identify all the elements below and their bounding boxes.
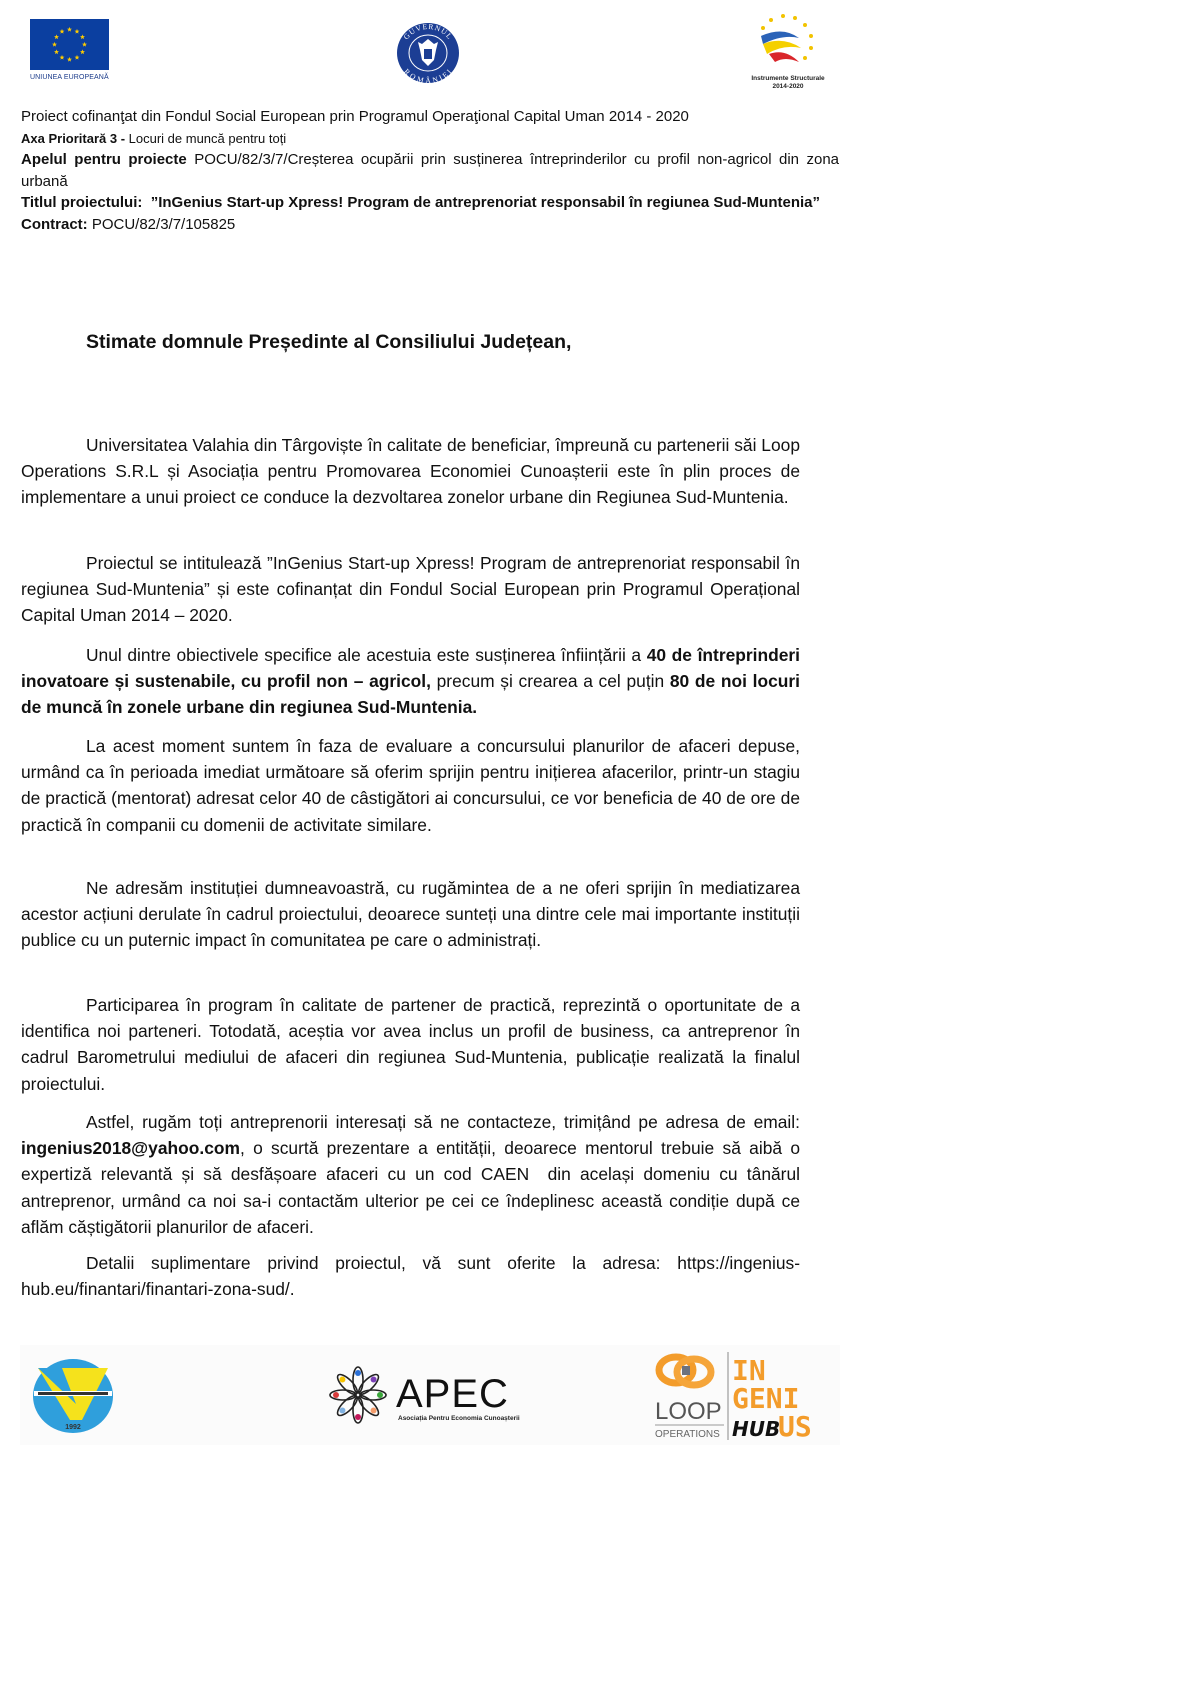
- ingenius-line2: GENI: [732, 1382, 800, 1415]
- loop-name: LOOP: [655, 1398, 722, 1425]
- structural-instruments-logo: [748, 12, 828, 90]
- ingenius-us: US: [778, 1410, 812, 1442]
- is-caption-1: Instrumente Structurale: [751, 75, 825, 82]
- title-value: ”InGenius Start-up Xpress! Program de antreprenoriat responsabil în regiunea Sud-Muntenia”: [142, 194, 821, 211]
- is-caption-2: 2014-2020: [772, 83, 804, 90]
- eu-star-icon: [80, 34, 85, 39]
- eu-star-icon: [52, 42, 57, 47]
- ingenius-line1: IN: [732, 1354, 766, 1387]
- call-label: Apelul pentru proiecte: [21, 151, 187, 168]
- romanian-government-seal: [394, 22, 462, 84]
- contract-line: [21, 214, 839, 236]
- axis-line: [21, 128, 839, 150]
- eu-star-icon: [60, 29, 65, 34]
- eu-logo: [30, 19, 110, 85]
- project-info: [21, 106, 839, 235]
- paragraph-3-bold-a: 40 de întreprinderi inovatoare și sustenabile, cu profil non – agricol,: [21, 645, 800, 692]
- paragraph-8-end: .: [289, 1279, 295, 1300]
- seal-text-top: GUVERNUL: [401, 22, 455, 42]
- paragraph-8-text: Detalii suplimentare privind proiectul, vă sunt oferite la adresa:: [86, 1253, 678, 1273]
- title-line: [21, 192, 839, 214]
- valahia-university-logo: [30, 1358, 120, 1434]
- eu-star-icon: [54, 34, 59, 39]
- loop-subtitle: OPERATIONS: [655, 1429, 720, 1440]
- axis-value: Locuri de muncă pentru toți: [128, 130, 287, 146]
- eu-flag-icon: [30, 19, 109, 70]
- loop-rings-icon: [659, 1357, 711, 1385]
- paragraph-8: [21, 1250, 800, 1302]
- loop-ingenius-logo: [652, 1352, 832, 1442]
- paragraph-6-text: Participarea în program în calitate de partener de practică, reprezintă o oportunitate de a identifica noi parteneri. Totodată, aceștia vor avea inclus un profil de business, ca antreprenor în cadrul Barometrului mediului de afaceri din regiunea Sud-Muntenia, publicație realizată la finalul proiectului.: [21, 995, 800, 1094]
- paragraph-7-text-b: , o scurtă prezentare a entității, deoarece mentorul trebuie să aibă o expertiză relevantă și să desfășoare afaceri cu un cod CAEN din același domeniu cu tânărul antreprenor, urmând ca noi sa-i contactăm ulterior pe cei ce îndeplinesc această condiție după ce aflăm căștigătorii planurilor de afaceri.: [21, 1138, 805, 1237]
- eu-star-icon: [54, 49, 59, 54]
- paragraph-3-text-c: precum și crearea a cel puțin: [430, 671, 670, 692]
- contract-label: Contract:: [21, 215, 88, 233]
- eu-star-icon: [75, 29, 80, 34]
- title-label: Titlul proiectului:: [21, 194, 143, 211]
- paragraph-5-text: Ne adresăm instituției dumneavoastră, cu rugămintea de a ne oferi sprijin în mediatizarea acestor acțiuni derulate în cadrul proiectului, deoarece sunteți una dintre cele mai importante instituții publice cu un puternic impact în comunitatea pe care o administrați.: [21, 878, 800, 951]
- paragraph-3-bold-b: 80 de noi locuri de muncă în zonele urbane din regiunea Sud-Muntenia.: [21, 671, 800, 718]
- paragraph-3: [21, 642, 800, 721]
- paragraph-3-text-a: Unul dintre obiectivele specifice ale acestuia este susținerea înființării a: [86, 645, 647, 665]
- paragraph-7-text-a: Astfel, rugăm toți antreprenorii interesați să ne contacteze, trimițând pe adresa de email:: [86, 1112, 800, 1132]
- call-line: [21, 149, 839, 192]
- paragraph-1: [21, 432, 800, 511]
- eu-star-icon: [80, 49, 85, 54]
- paragraph-1-text: Universitatea Valahia din Târgoviște în calitate de beneficiar, împreună cu partenerii săi Loop Operations S.R.L și Asociația pentru Promovarea Economiei Cunoașterii este în plin proces de implementare a unui proiect ce conduce la dezvoltarea zonelor urbane din Regiunea Sud-Muntenia.: [21, 435, 800, 508]
- contract-value: POCU/82/3/7/105825: [87, 215, 236, 233]
- paragraph-7: [21, 1109, 805, 1240]
- eu-star-icon: [60, 55, 65, 60]
- uvt-year: 1992: [65, 1424, 81, 1431]
- eu-star-icon: [75, 55, 80, 60]
- cofinancing-line: Proiect cofinanţat din Fondul Social European prin Programul Operaţional Capital Uman 2014 - 2020: [21, 108, 689, 125]
- paragraph-2-text: Proiectul se intitulează ”InGenius Start-up Xpress! Program de antreprenoriat responsabil în regiunea Sud-Muntenia” și este cofinanțat din Fondul Social European prin Programul Operațional Capital Uman 2014 – 2020.: [21, 553, 800, 626]
- contact-email-link[interactable]: ingenius2018@yahoo.com: [21, 1138, 240, 1159]
- eu-star-icon: [67, 27, 72, 32]
- call-value: POCU/82/3/7/Creșterea ocupării prin susținerea întreprinderilor cu profil non-agricol din zona urbană: [21, 151, 839, 190]
- paragraph-4-text: La acest moment suntem în faza de evaluare a concursului planurilor de afaceri depuse, urmând ca în perioada imediat următoare să oferim sprijin pentru inițierea afacerilor, printr-un stagiu de practică (mentorat) adresat celor 40 de câstigători ai concursului, ce vor beneficia de 40 de ore de practică în companii cu domenii de activitate similare.: [21, 736, 800, 835]
- paragraph-6: [21, 992, 800, 1097]
- axis-label: Axa Prioritară 3 -: [21, 130, 129, 146]
- seal-text-bottom: ROMÂNIEI: [402, 66, 454, 84]
- eu-caption: UNIUNEA EUROPEANĂ: [30, 74, 109, 81]
- paragraph-4: [21, 733, 800, 838]
- salutation: Stimate domnule Președinte al Consiliului Județean,: [86, 331, 572, 353]
- apec-subtitle: Asociația Pentru Economia Cunoașterii: [398, 1415, 520, 1422]
- eu-star-icon: [82, 42, 87, 47]
- ingenius-hub: HUB: [732, 1417, 781, 1441]
- paragraph-5: [21, 875, 800, 954]
- uvt-emblem-icon: [30, 1358, 120, 1434]
- structural-instruments-icon: [753, 12, 823, 70]
- apec-logo: [328, 1365, 538, 1427]
- project-url-link[interactable]: https://ingenius-hub.eu/finantari/finantari-zona-sud/: [21, 1253, 800, 1300]
- apec-name: APEC: [396, 1372, 509, 1416]
- eu-star-icon: [67, 57, 72, 62]
- paragraph-2: [21, 550, 800, 629]
